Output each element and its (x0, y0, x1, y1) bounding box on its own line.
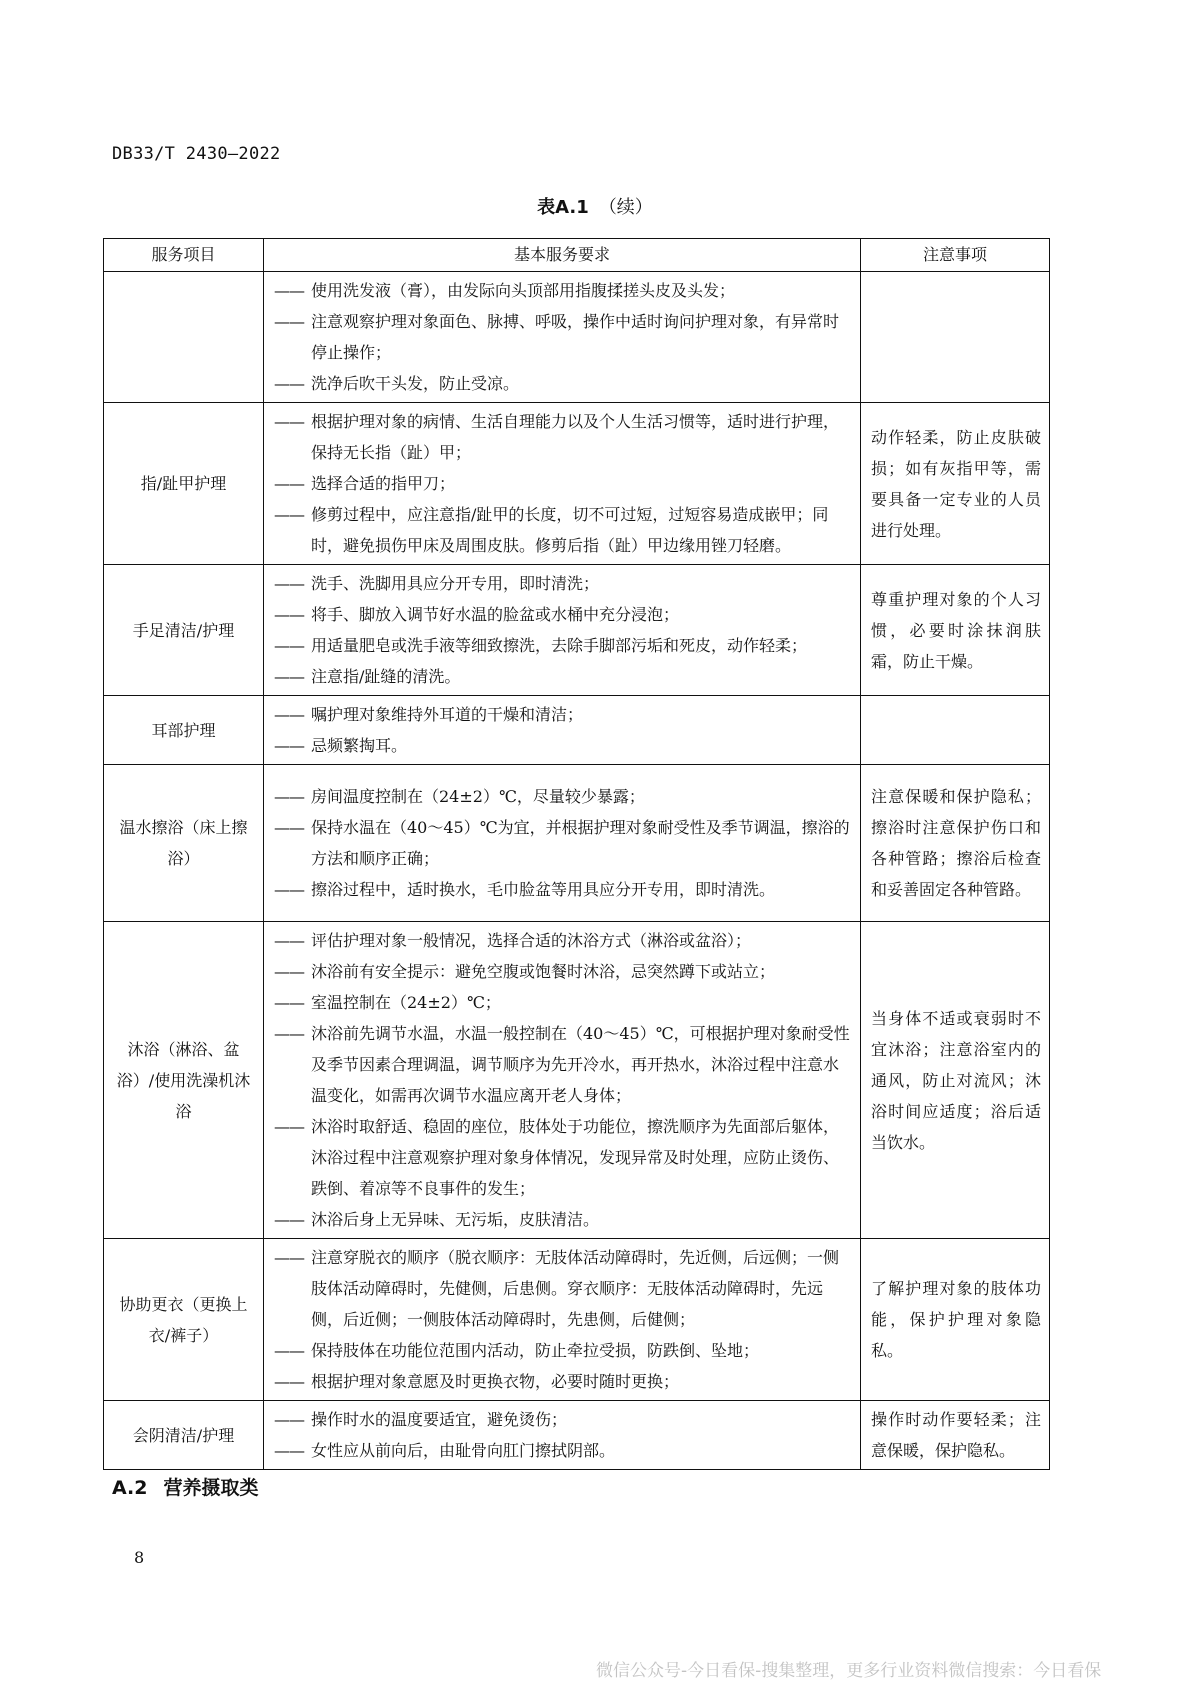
requirement-line: —— 室温控制在（24±2）℃； (274, 987, 852, 1018)
requirements-cell (264, 922, 861, 1239)
requirement-line: —— 根据护理对象意愿及时更换衣物，必要时随时更换； (274, 1366, 852, 1397)
requirement-line: —— 房间温度控制在（24±2）℃，尽量较少暴露； (274, 781, 852, 812)
requirement-line: —— 女性应从前向后，由耻骨向肛门擦拭阴部。 (274, 1435, 852, 1466)
requirements-cell (264, 403, 861, 565)
requirement-line: —— 注意观察护理对象面色、脉搏、呼吸，操作中适时询问护理对象，有异常时停止操作； (274, 306, 852, 368)
requirement-line: —— 保持水温在（40～45）℃为宜，并根据护理对象耐受性及季节调温，擦浴的方法和顺序正确； (274, 812, 852, 874)
requirement-line: —— 洗净后吹干头发，防止受凉。 (274, 368, 852, 399)
note-cell: 动作轻柔，防止皮肤破损；如有灰指甲等，需要具备一定专业的人员进行处理。 (861, 403, 1050, 565)
table-title (0, 193, 1190, 219)
service-item-cell: 温水擦浴（床上擦浴） (104, 765, 264, 922)
header-notes: 注意事项 (861, 239, 1050, 272)
requirement-line: —— 修剪过程中，应注意指/趾甲的长度，切不可过短，过短容易造成嵌甲；同时，避免损伤甲床及周围皮肤。修剪后指（趾）甲边缘用锉刀轻磨。 (274, 499, 852, 561)
note-cell: 了解护理对象的肢体功能，保护护理对象隐私。 (861, 1239, 1050, 1401)
table-header-row (104, 239, 1050, 272)
note-cell: 当身体不适或衰弱时不宜沐浴；注意浴室内的通风，防止对流风；沐浴时间应适度；浴后适当饮水。 (861, 922, 1050, 1239)
service-item-cell: 手足清洁/护理 (104, 565, 264, 696)
table-row (104, 696, 1050, 765)
service-item-cell (104, 272, 264, 403)
table-row (104, 765, 1050, 922)
requirement-line: —— 嘱护理对象维持外耳道的干燥和清洁； (274, 699, 852, 730)
table-row (104, 1239, 1050, 1401)
requirements-cell (264, 1401, 861, 1470)
table-row (104, 272, 1050, 403)
note-cell (861, 272, 1050, 403)
header-service-item: 服务项目 (104, 239, 264, 272)
requirement-line: —— 选择合适的指甲刀； (274, 468, 852, 499)
requirement-line: —— 洗手、洗脚用具应分开专用，即时清洗； (274, 568, 852, 599)
requirement-line: —— 用适量肥皂或洗手液等细致擦洗，去除手脚部污垢和死皮，动作轻柔； (274, 630, 852, 661)
requirement-line: —— 注意指/趾缝的清洗。 (274, 661, 852, 692)
requirements-cell (264, 696, 861, 765)
section-heading (112, 1473, 259, 1500)
watermark-text: 微信公众号-今日看保-搜集整理，更多行业资料微信搜索：今日看保 (596, 1661, 1102, 1681)
table-title-main: 表A.1 (537, 197, 589, 218)
requirements-cell (264, 565, 861, 696)
requirement-line: —— 使用洗发液（膏），由发际向头顶部用指腹揉搓头皮及头发； (274, 275, 852, 306)
document-code: DB33/T 2430—2022 (112, 144, 281, 164)
requirement-line: —— 沐浴时取舒适、稳固的座位，肢体处于功能位，擦洗顺序为先面部后躯体，沐浴过程中注意观察护理对象身体情况，发现异常及时处理，应防止烫伤、跌倒、着凉等不良事件的发生； (274, 1111, 852, 1204)
section-number: A.2 (112, 1477, 148, 1499)
note-cell (861, 696, 1050, 765)
requirement-line: —— 沐浴前先调节水温，水温一般控制在（40～45）℃，可根据护理对象耐受性及季节因素合理调温，调节顺序为先开冷水，再开热水，沐浴过程中注意水温变化，如需再次调节水温应离开老人身体； (274, 1018, 852, 1111)
service-item-cell: 耳部护理 (104, 696, 264, 765)
section-title: 营养摄取类 (163, 1477, 259, 1499)
requirement-line: —— 评估护理对象一般情况，选择合适的沐浴方式（淋浴或盆浴）； (274, 925, 852, 956)
requirements-cell (264, 1239, 861, 1401)
requirement-line: —— 沐浴后身上无异味、无污垢，皮肤清洁。 (274, 1204, 852, 1235)
requirements-cell (264, 765, 861, 922)
service-item-cell: 沐浴（淋浴、盆浴）/使用洗澡机沐浴 (104, 922, 264, 1239)
note-cell: 注意保暖和保护隐私；擦浴时注意保护伤口和各种管路；擦浴后检查和妥善固定各种管路。 (861, 765, 1050, 922)
note-cell: 操作时动作要轻柔；注意保暖，保护隐私。 (861, 1401, 1050, 1470)
page-number: 8 (134, 1548, 145, 1567)
header-basic-requirements: 基本服务要求 (264, 239, 861, 272)
requirement-line: —— 擦浴过程中，适时换水，毛巾脸盆等用具应分开专用，即时清洗。 (274, 874, 852, 905)
service-item-cell: 协助更衣（更换上衣/裤子） (104, 1239, 264, 1401)
requirement-line: —— 将手、脚放入调节好水温的脸盆或水桶中充分浸泡； (274, 599, 852, 630)
requirement-line: —— 保持肢体在功能位范围内活动，防止牵拉受损，防跌倒、坠地； (274, 1335, 852, 1366)
requirement-line: —— 忌频繁掏耳。 (274, 730, 852, 761)
requirements-cell (264, 272, 861, 403)
table-title-continued: （续） (598, 197, 653, 218)
note-cell: 尊重护理对象的个人习惯，必要时涂抹润肤霜，防止干燥。 (861, 565, 1050, 696)
table-row (104, 922, 1050, 1239)
requirement-line: —— 操作时水的温度要适宜，避免烫伤； (274, 1404, 852, 1435)
requirement-line: —— 根据护理对象的病情、生活自理能力以及个人生活习惯等，适时进行护理，保持无长指（趾）甲； (274, 406, 852, 468)
table-row (104, 565, 1050, 696)
requirement-line: —— 注意穿脱衣的顺序（脱衣顺序：无肢体活动障碍时，先近侧，后远侧；一侧肢体活动障碍时，先健侧，后患侧。穿衣顺序：无肢体活动障碍时，先远侧，后近侧；一侧肢体活动障碍时，先患侧，后健侧； (274, 1242, 852, 1335)
service-item-cell: 会阴清洁/护理 (104, 1401, 264, 1470)
table-row (104, 403, 1050, 565)
table-row (104, 1401, 1050, 1470)
service-requirements-table (103, 238, 1050, 1470)
requirement-line: —— 沐浴前有安全提示：避免空腹或饱餐时沐浴，忌突然蹲下或站立； (274, 956, 852, 987)
service-item-cell: 指/趾甲护理 (104, 403, 264, 565)
